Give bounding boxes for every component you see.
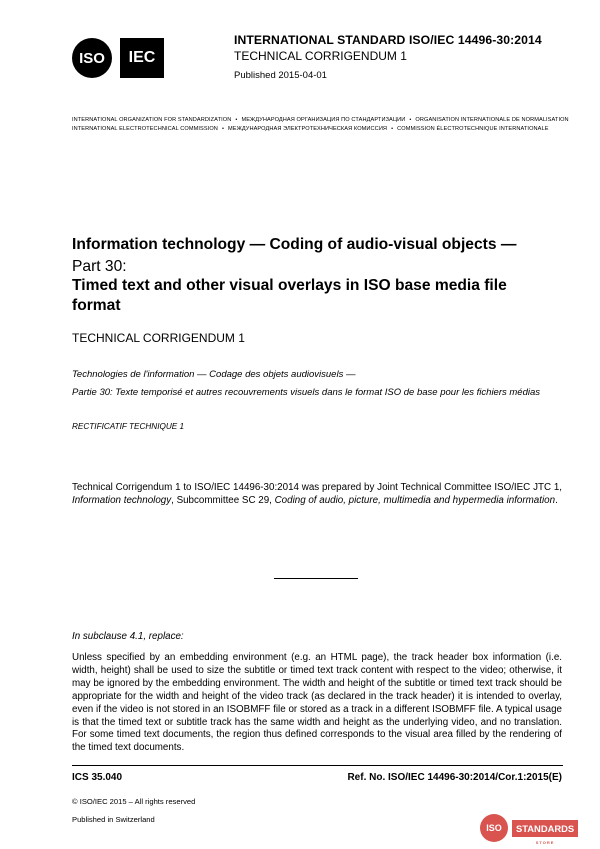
org-name: INTERNATIONAL ORGANIZATION FOR STANDARDIZATION: [72, 117, 232, 123]
org-name: МЕЖДУНАРОДНАЯ ЭЛЕКТРОТЕХНИЧЕСКАЯ КОМИССИЯ: [228, 126, 388, 132]
org-name: COMMISSION ÉLECTROTECHNIQUE INTERNATIONALE: [397, 126, 549, 132]
intro-subcommittee-title: Coding of audio, picture, multimedia and hypermedia information: [274, 495, 556, 507]
store-sub-text: STORE: [535, 839, 555, 845]
org-name: МЕЖДУНАРОДНАЯ ОРГАНИЗАЦИЯ ПО СТАНДАРТИЗАЦИИ: [241, 117, 406, 123]
org-name: INTERNATIONAL ELECTROTECHNICAL COMMISSION: [72, 126, 218, 132]
iec-logo: IEC: [120, 38, 164, 78]
organizations-line-1: [72, 117, 569, 123]
store-word: [512, 820, 578, 845]
corrigendum-label: TECHNICAL CORRIGENDUM 1: [234, 49, 407, 63]
replacement-paragraph: Unless specified by an embedding environment (e.g. an HTML page), the track header box information (i.e. width, height) shall be used to size the subtitle or timed text track content with respect to the video; otherwise, it may be ignored by the embedding environment. The width and height of the subtitle or timed text track should be appropriate for the width and height of the video track (as declared in the track header) it is intended to overlay, even if the video is not stored in an ISOBMFF file or stored as a track in a different ISOBMFF file. A typical usage is that the timed text or subtitle track has the same width and height as the underlying video, and no translation. For some timed text documents, the region thus defined corresponds to the visual area filled by the rendering of the timed text documents.: [72, 652, 562, 754]
iso-logo: ISO: [72, 38, 112, 78]
published-in: Published in Switzerland: [72, 815, 155, 824]
copyright-notice: © ISO/IEC 2015 – All rights reserved: [72, 797, 196, 806]
french-part-title: Partie 30: Texte temporisé et autres recouvrements visuels dans le format ISO de base pour les fichiers médias: [72, 387, 541, 398]
french-title: Technologies de l'information — Codage des objets audiovisuels —: [72, 369, 356, 380]
store-word-text: STANDARDS: [516, 822, 575, 834]
iso-standards-store-logo: [480, 814, 592, 845]
ics-code: ICS 35.040: [72, 772, 123, 783]
store-iso-mark: ISO: [480, 814, 508, 842]
standard-title: INTERNATIONAL STANDARD ISO/IEC 14496-30:2014: [234, 33, 542, 47]
part-title: Timed text and other visual overlays in ISO base media file format: [72, 277, 507, 314]
intro-text: , Subcommittee SC 29,: [171, 495, 275, 507]
separator-dot: •: [409, 117, 412, 123]
intro-text: Technical Corrigendum 1 to ISO/IEC 14496-30:2014 was prepared by Joint Technical Committee ISO/IEC JTC 1,: [72, 482, 562, 493]
document-main-title: Information technology — Coding of audio-visual objects —: [72, 236, 517, 253]
footer-divider: [72, 765, 563, 766]
separator-dot: •: [235, 117, 238, 123]
french-corrigendum: RECTIFICATIF TECHNIQUE 1: [72, 422, 185, 431]
published-date: Published 2015-04-01: [234, 70, 327, 81]
organizations-line-2: [72, 126, 549, 132]
subclause-instruction: In subclause 4.1, replace:: [72, 631, 184, 642]
intro-paragraph: [72, 481, 562, 507]
separator-dot: •: [391, 126, 394, 132]
intro-committee-title: Information technology: [72, 495, 172, 507]
corrigendum-title: TECHNICAL CORRIGENDUM 1: [72, 331, 245, 345]
org-name: ORGANISATION INTERNATIONALE DE NORMALISATION: [415, 117, 569, 123]
section-divider: [274, 578, 358, 579]
reference-number: Ref. No. ISO/IEC 14496-30:2014/Cor.1:2015(E): [347, 772, 562, 783]
separator-dot: •: [221, 126, 224, 132]
intro-text: .: [555, 495, 558, 507]
part-label: Part 30:: [72, 258, 127, 275]
